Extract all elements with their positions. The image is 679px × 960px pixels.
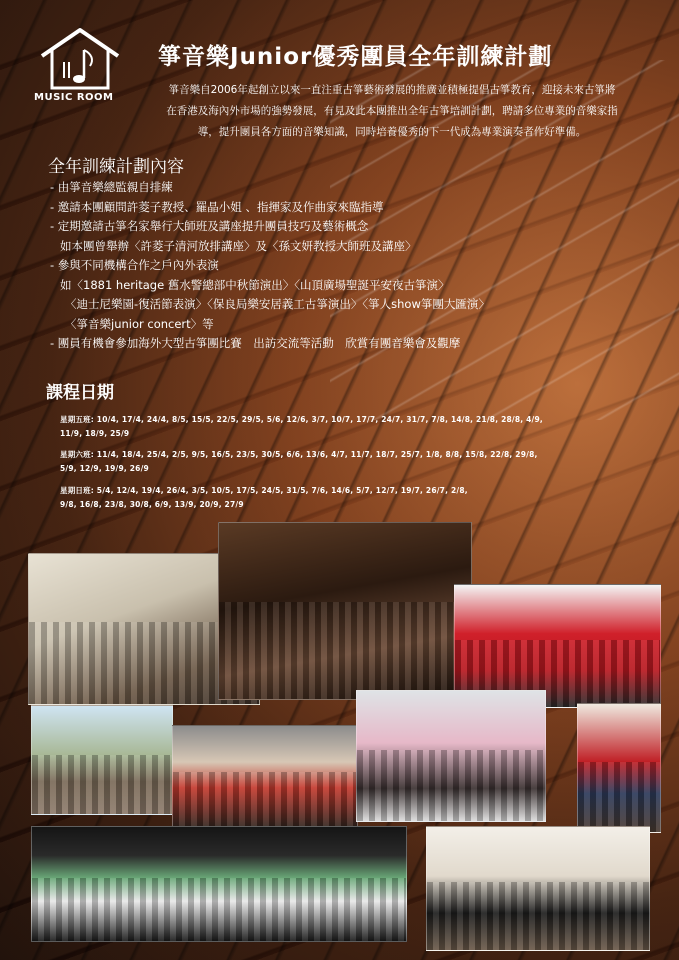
- photo-masterclass: [426, 826, 650, 951]
- intro-line: 在香港及海內外市場的強勢發展，有見及此本團推出全年古箏培訓計劃，聘請多位專業的音樂家指: [166, 105, 618, 117]
- photo-orchestra-rehearsal: [218, 522, 472, 700]
- intro-line: 箏音樂自2006年起創立以來一直注重古箏藝術發展的推廣並積極提倡古箏教育，迎接未來古箏將: [168, 84, 616, 96]
- intro-line: 導，提升團員各方面的音樂知識，同時培養優秀的下一代成為專業演奏者作好準備。: [197, 126, 587, 138]
- schedule-line: 星期日班: 5/4, 12/4, 19/4, 26/4, 3/5, 10/5, 17/5, 24/5, 31/5, 7/6, 14/6, 5/7, 12/7, 19/7, 26/7, 2/8,: [60, 486, 468, 495]
- photo-outdoor-performance: [31, 705, 173, 815]
- plan-item: - 由箏音樂總監親自排練: [50, 180, 173, 194]
- plan-item: - 邀請本團顧問許菱子教授、羅晶小姐 、指揮家及作曲家來臨指導: [50, 199, 384, 214]
- photo-indoor-performance: [172, 725, 358, 830]
- plan-item: 〈箏音樂junior concert〉等: [65, 316, 214, 331]
- plan-heading: 全年訓練計劃內容: [48, 157, 184, 177]
- house-music-note-icon: [38, 26, 122, 92]
- plan-item: 如本團曾舉辦〈許菱子清河放排講座〉及〈孫文妍教授大師班及講座〉: [60, 238, 417, 253]
- schedule-heading: 課程日期: [46, 383, 114, 403]
- schedule-line: 星期五班: 10/4, 17/4, 24/4, 8/5, 15/5, 22/5, 29/5, 5/6, 12/6, 3/7, 10/7, 17/7, 24/7, 31/7, 7/8, 14/8, 21/8, 28/8, 4/9,: [60, 415, 543, 424]
- photo-heritage-performance: [356, 690, 546, 822]
- schedule-line: 星期六班: 11/4, 18/4, 25/4, 2/5, 9/5, 16/5, 23/5, 30/5, 6/6, 13/6, 4/7, 11/7, 18/7, 25/7, 1/8, 8/8, 15/8, 22/8, 29/8,: [60, 450, 538, 459]
- plan-item: 〈迪士尼樂園-復活節表演〉〈保良局樂安居義工古箏演出〉〈箏人show箏團大匯演〉: [65, 297, 490, 311]
- page-title: 箏音樂Junior優秀團員全年訓練計劃: [158, 44, 553, 70]
- logo-text: MUSIC ROOM: [34, 92, 114, 103]
- plan-item: - 定期邀請古箏名家舉行大師班及講座提升團員技巧及藝術概念: [50, 219, 369, 233]
- plan-item: - 參與不同機構合作之戶內外表演: [50, 258, 219, 272]
- schedule-line: 11/9, 18/9, 25/9: [60, 429, 130, 438]
- plan-item: 如〈1881 heritage 舊水警總部中秋節演出〉〈山頂廣場聖誕平安夜古箏演〉: [60, 277, 450, 292]
- schedule-sunday: [60, 484, 620, 512]
- schedule-line: 9/8, 16/8, 23/8, 30/8, 6/9, 13/9, 20/9, 27/9: [60, 500, 244, 509]
- schedule-line: 5/9, 12/9, 19/9, 26/9: [60, 464, 149, 473]
- photo-concert-group: [31, 826, 407, 942]
- schedule-saturday: [60, 448, 620, 476]
- schedule-friday: [60, 413, 620, 441]
- plan-list: [50, 178, 610, 354]
- photo-guzheng-lesson: [577, 703, 661, 833]
- plan-item: - 團員有機會參加海外大型古箏團比賽 出訪交流等活動 欣賞有團音樂會及觀摩: [50, 336, 461, 350]
- intro-paragraph: [132, 80, 652, 143]
